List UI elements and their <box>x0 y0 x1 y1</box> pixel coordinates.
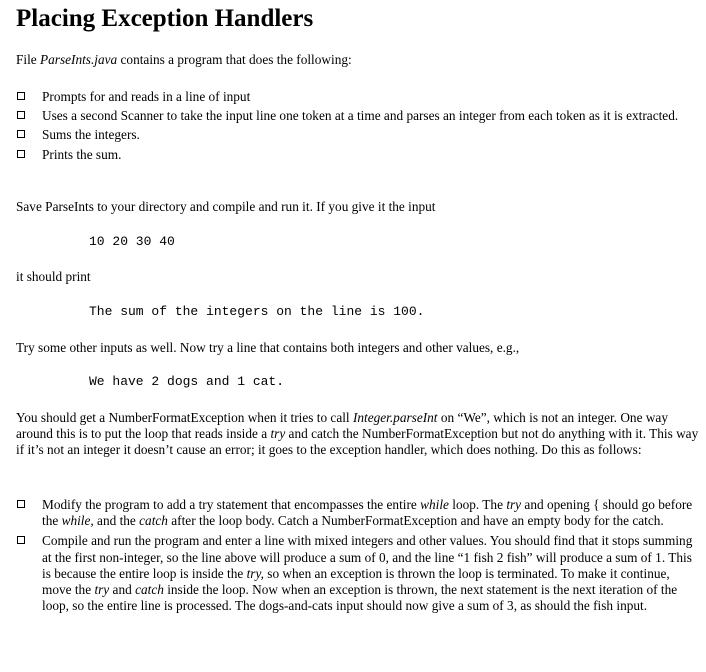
checkbox-icon <box>17 111 25 119</box>
nfe-text-2: on “We”, which is not an integer. One way around this is to put the loop that reads inside a <box>16 410 668 442</box>
page-title: Placing Exception Handlers <box>16 5 314 32</box>
intro-suffix: contains a program that does the following: <box>117 52 352 67</box>
list-item <box>16 147 701 163</box>
list-item <box>16 127 701 143</box>
task1-try-1: try <box>506 497 522 512</box>
nfe-paragraph <box>16 410 702 459</box>
step-text: Prints the sum. <box>42 146 122 162</box>
checkbox-icon <box>17 536 25 544</box>
task1-catch-1: catch <box>139 513 168 529</box>
list-item <box>16 497 700 529</box>
list-item <box>16 533 700 614</box>
task2-catch-1: catch <box>135 582 164 598</box>
checkbox-icon <box>17 150 25 158</box>
step-text: Prompts for and reads in a line of input <box>42 89 251 104</box>
checkbox-icon <box>17 130 25 138</box>
nfe-try-word: try <box>270 426 286 442</box>
should-print-paragraph: it should print <box>16 269 91 284</box>
task2-text-4: inside the loop. Now when an exception is thrown, the next statement is the next iteration of the loop, so the entire line is processed. The dogs-and-cats input should now give a sum of 3, as should the fish input. <box>42 582 678 614</box>
try-paragraph: Try some other inputs as well. Now try a line that contains both integers and other values, e.g., <box>16 340 520 355</box>
checkbox-icon <box>17 92 25 100</box>
nfe-method: Integer.parseInt <box>352 410 438 425</box>
task1-text-2: loop. The <box>448 497 507 512</box>
mixed-example-code: We have 2 dogs and 1 cat. <box>89 374 285 389</box>
nfe-text-1: You should get a NumberFormatException when it tries to call <box>16 410 353 425</box>
task2-text-2: so when an exception is thrown the loop is terminated. To make it continue, move the <box>42 565 670 598</box>
task2-text-1: Compile and run the program and enter a line with mixed integers and other values. You should find that it stops summing at the first non-integer, so the line above will produce a sum of 0, and the line “1 fish 2 fish” will produce a sum of 1. This is because the entire loop is inside the <box>42 533 693 581</box>
intro-filename: ParseInts.java <box>40 52 118 67</box>
task2-text-3: and <box>109 582 136 598</box>
input-example-code: 10 20 30 40 <box>89 234 175 249</box>
nfe-text-3: and catch the NumberFormatException but not do anything with it. This way if it’s not an integer it doesn’t cause an error; it goes to the exception handler, which does nothing. Do this as follows: <box>16 426 699 458</box>
task1-text-5: after the loop body. Catch a NumberFormatException and have an empty body for the catch. <box>167 513 664 529</box>
intro-paragraph <box>16 52 352 68</box>
intro-prefix: File <box>16 52 41 67</box>
steps-list <box>16 89 701 163</box>
task2-try-1: try, <box>246 565 264 581</box>
task1-text-3: and opening { should go before the <box>42 497 693 529</box>
save-paragraph: Save ParseInts to your directory and compile and run it. If you give it the input <box>16 199 436 214</box>
list-item <box>16 108 701 124</box>
task1-while-2: while, <box>61 513 94 529</box>
task1-text-4: and the <box>93 513 140 529</box>
step-text: Uses a second Scanner to take the input line one token at a time and parses an integer from each token as it is extracted. <box>42 108 679 124</box>
task1-text-1: Modify the program to add a try statement that encompasses the entire <box>42 497 421 512</box>
checkbox-icon <box>17 500 25 508</box>
step-text: Sums the integers. <box>42 127 140 143</box>
task1-while-1: while <box>420 497 449 512</box>
tasks-list <box>16 497 700 614</box>
list-item <box>16 89 701 105</box>
output-example-code: The sum of the integers on the line is 100. <box>89 304 425 319</box>
task2-try-2: try <box>94 582 110 598</box>
